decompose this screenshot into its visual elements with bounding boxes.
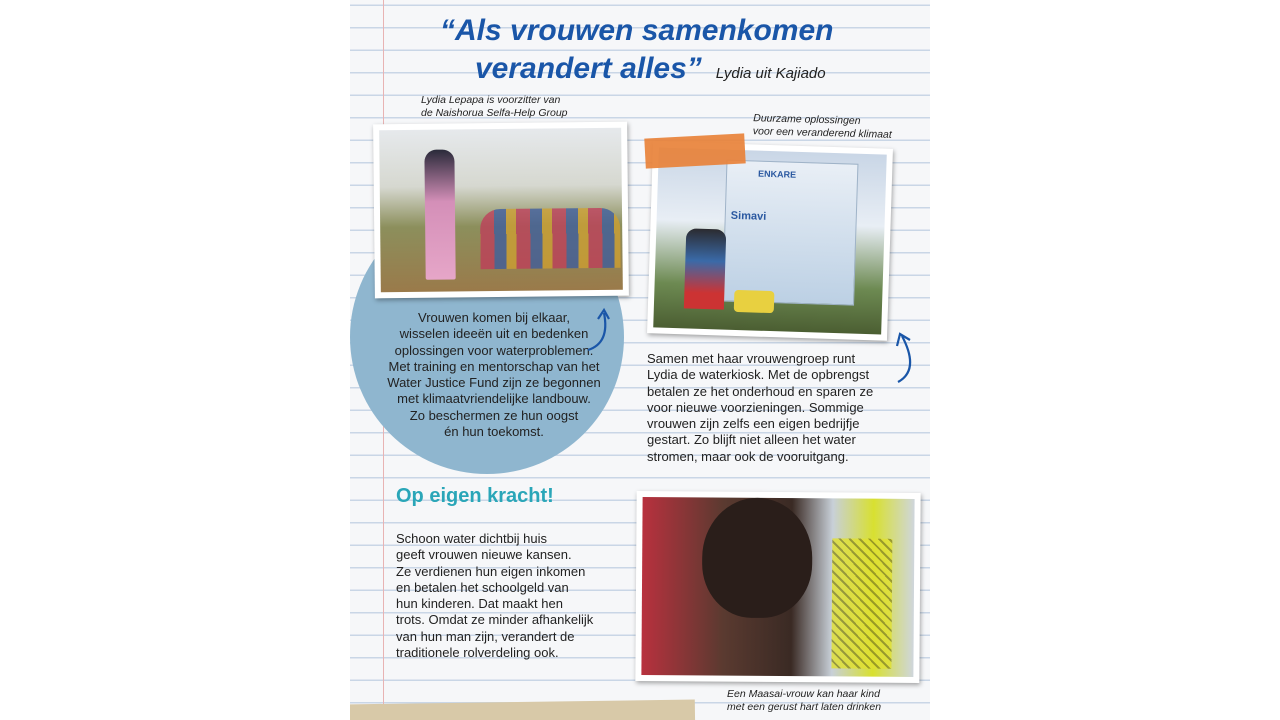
text-line: én hun toekomst. bbox=[444, 424, 544, 440]
section-heading: Op eigen kracht! bbox=[396, 485, 554, 507]
photo1-caption bbox=[421, 94, 568, 120]
caption-line: Duurzame oplossingen bbox=[753, 112, 861, 127]
text-line: en betalen het schoolgeld van bbox=[396, 579, 569, 595]
text-line: trots. Omdat ze minder afhankelijk bbox=[396, 612, 594, 628]
photo2-caption bbox=[753, 112, 893, 142]
kiosk-logo: Simavi bbox=[730, 209, 767, 223]
text-line: wisselen ideeën uit en bedenken bbox=[399, 326, 589, 342]
caption-line: Een Maasai-vrouw kan haar kind bbox=[727, 688, 880, 700]
kiosk-text bbox=[647, 351, 892, 465]
curved-arrow-icon bbox=[584, 305, 614, 355]
text-line: Ze verdienen hun eigen inkomen bbox=[396, 563, 586, 579]
text-line: hun kinderen. Dat maakt hen bbox=[396, 596, 563, 612]
text-line: Met training en mentorschap van het bbox=[388, 358, 600, 374]
text-line: met klimaatvriendelijke landbouw. bbox=[397, 391, 591, 407]
text-line: traditionele rolverdeling ook. bbox=[396, 645, 559, 661]
headline-row2 bbox=[475, 50, 826, 88]
text-line: Vrouwen komen bij elkaar, bbox=[418, 310, 570, 325]
headline-attribution: Lydia uit Kajiado bbox=[715, 65, 826, 82]
photo3-caption bbox=[727, 688, 881, 714]
orange-tape bbox=[644, 133, 745, 168]
text-line: Zo beschermen ze hun oogst bbox=[409, 407, 579, 423]
photo-water-kiosk bbox=[647, 141, 893, 340]
caption-line: voor een veranderend klimaat bbox=[752, 125, 892, 141]
headline-line2: verandert alles” bbox=[475, 52, 702, 85]
caption-line: Lydia Lepapa is voorzitter van bbox=[421, 94, 561, 106]
text-line: Schoon water dichtbij huis bbox=[396, 531, 548, 546]
beige-tape bbox=[350, 700, 695, 720]
section-text bbox=[396, 531, 632, 661]
kiosk-sign: ENKARE bbox=[757, 168, 797, 180]
text-line: oplossingen voor waterproblemen. bbox=[394, 342, 594, 358]
caption-line: de Naishorua Selfa-Help Group bbox=[421, 107, 568, 119]
text-line: stromen, maar ook de vooruitgang. bbox=[647, 448, 849, 464]
text-line: gestart. Zo blijft niet alleen het water bbox=[647, 432, 856, 448]
curved-arrow-icon bbox=[892, 330, 922, 386]
photo-woman-drinking bbox=[635, 491, 920, 683]
text-line: Samen met haar vrouwengroep runt bbox=[647, 351, 856, 366]
text-line: Lydia de waterkiosk. Met de opbrengst bbox=[647, 367, 870, 383]
text-line: geeft vrouwen nieuwe kansen. bbox=[396, 547, 572, 563]
text-line: betalen ze het onderhoud en sparen ze bbox=[647, 383, 874, 399]
text-line: voor nieuwe voorzieningen. Sommige bbox=[647, 399, 864, 415]
photo-women-meeting bbox=[373, 122, 629, 299]
caption-line: met een gerust hart laten drinken bbox=[727, 701, 882, 713]
text-line: vrouwen zijn zelfs een eigen bedrijfje bbox=[647, 416, 860, 432]
headline-line1: “Als vrouwen samenkomen bbox=[440, 14, 834, 47]
magazine-page bbox=[350, 0, 930, 720]
text-line: van hun man zijn, verandert de bbox=[396, 628, 575, 644]
text-line: Water Justice Fund zijn ze begonnen bbox=[387, 375, 601, 391]
